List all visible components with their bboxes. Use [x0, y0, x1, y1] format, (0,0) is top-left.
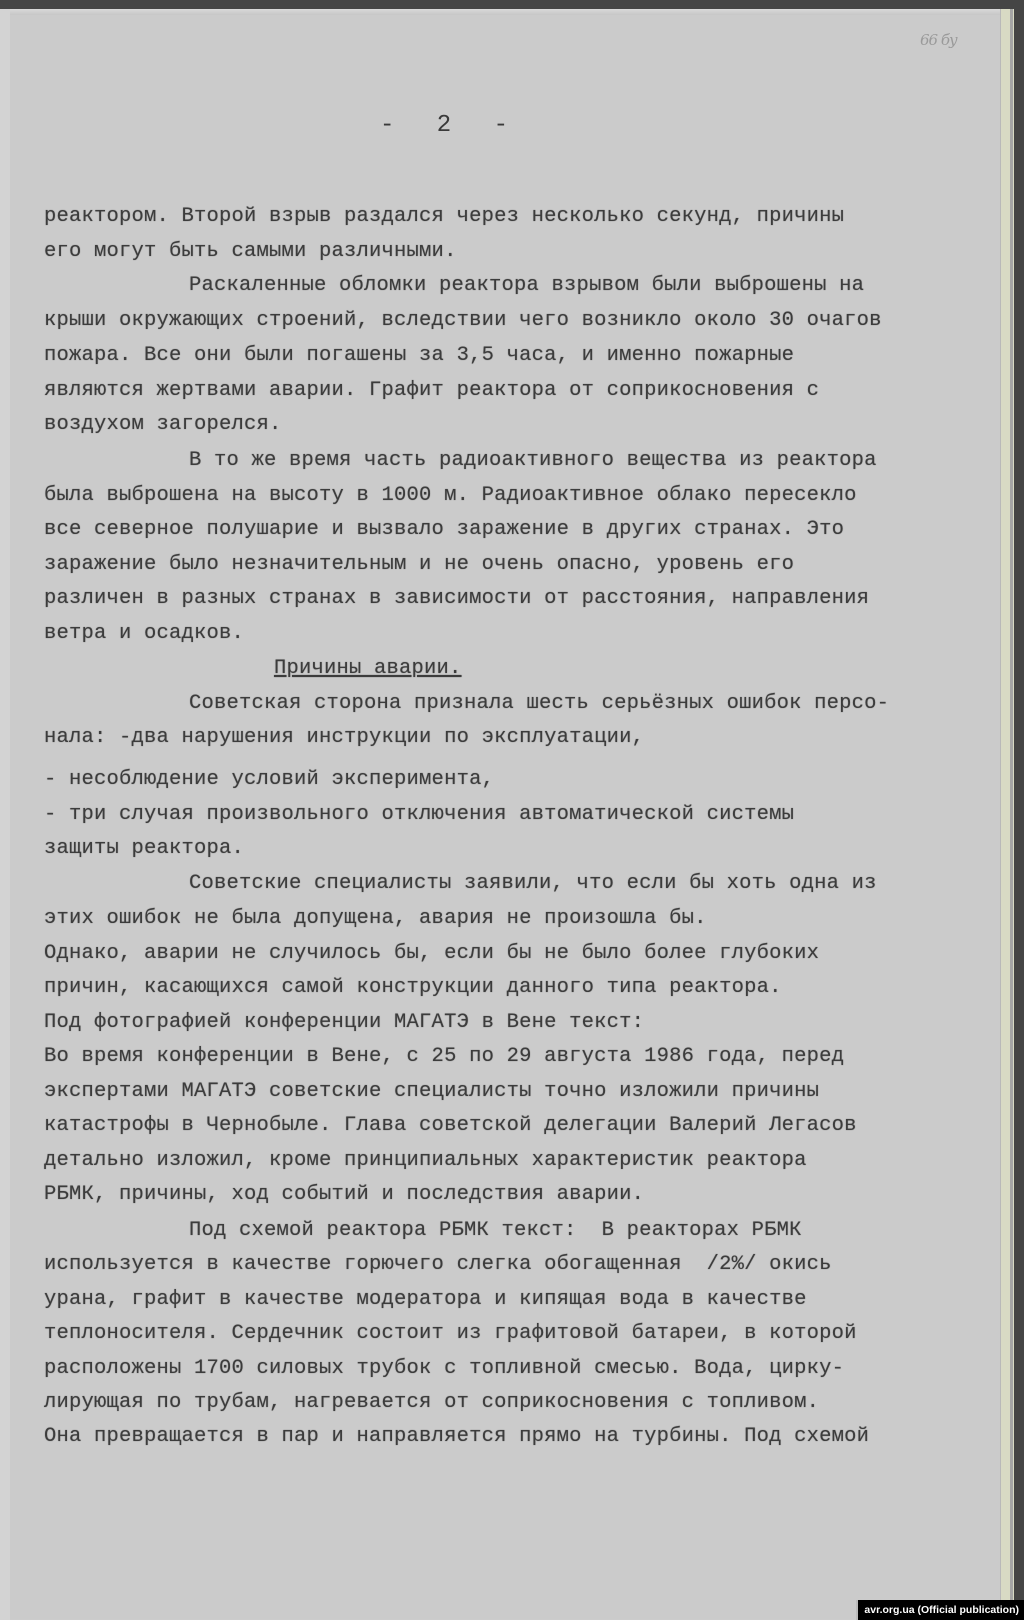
- source-watermark: avr.org.ua (Official publication): [856, 1600, 1024, 1620]
- handwritten-note: 66 бу: [920, 31, 957, 49]
- text-line: крыши окружающих строений, вследствии чего возникло около 30 очагов: [44, 309, 882, 332]
- text-line: защиты реактора.: [44, 837, 245, 860]
- text-line: Советские специалисты заявили, что если бы хоть одна из: [189, 872, 877, 895]
- text-line: ветра и осадков.: [44, 622, 245, 645]
- text-line: воздухом загорелся.: [44, 413, 282, 436]
- text-line: Во время конференции в Вене, с 25 по 29 августа 1986 года, перед: [44, 1045, 845, 1068]
- page-margin-shadow: [1010, 9, 1013, 1620]
- text-line: различен в разных странах в зависимости от расстояния, направления: [44, 587, 870, 610]
- text-line: детально изложил, кроме принципиальных характеристик реактора: [44, 1149, 807, 1172]
- text-line: являются жертвами аварии. Графит реактора от соприкосновения с: [44, 379, 820, 402]
- text-line: реактором. Второй взрыв раздался через несколько секунд, причины: [44, 205, 845, 228]
- text-line: Под схемой реактора РБМК текст: В реакторах РБМК: [189, 1219, 802, 1242]
- text-line: экспертами МАГАТЭ советские специалисты точно изложили причины: [44, 1080, 820, 1103]
- page-top-edge: [0, 9, 1013, 15]
- page-number: - 2 -: [380, 112, 523, 139]
- text-line: - три случая произвольного отключения автоматической системы: [44, 803, 795, 826]
- text-line: этих ошибок не была допущена, авария не произошла бы.: [44, 907, 707, 930]
- text-line: РБМК, причины, ход событий и последствия аварии.: [44, 1183, 645, 1206]
- text-line: используется в качестве горючего слегка обогащенная /2%/ окись: [44, 1253, 832, 1276]
- text-line: катастрофы в Чернобыле. Глава советской делегации Валерий Легасов: [44, 1114, 857, 1137]
- section-heading: Причины аварии.: [274, 657, 462, 680]
- text-line: Под фотографией конференции МАГАТЭ в Вене текст:: [44, 1011, 645, 1034]
- text-line: Советская сторона признала шесть серьёзных ошибок персо-: [189, 692, 890, 715]
- text-line: причин, касающихся самой конструкции данного типа реактора.: [44, 976, 782, 999]
- text-line: пожара. Все они были погашены за 3,5 часа, и именно пожарные: [44, 344, 795, 367]
- text-line: все северное полушарие и вызвало заражение в других странах. Это: [44, 518, 845, 541]
- page-left-edge: [0, 9, 10, 1620]
- text-line: теплоносителя. Сердечник состоит из графитовой батареи, в которой: [44, 1322, 857, 1345]
- document-page: [0, 9, 1013, 1620]
- text-line: лирующая по трубам, нагревается от соприкосновения с топливом.: [44, 1391, 820, 1414]
- text-line: заражение было незначительным и не очень опасно, уровень его: [44, 553, 795, 576]
- text-line: урана, графит в качестве модератора и кипящая вода в качестве: [44, 1288, 807, 1311]
- text-line: нала: -два нарушения инструкции по эксплуатации,: [44, 726, 645, 749]
- text-line: его могут быть самыми различными.: [44, 240, 457, 263]
- text-line: Она превращается в пар и направляется прямо на турбины. Под схемой: [44, 1425, 870, 1448]
- text-line: В то же время часть радиоактивного вещества из реактора: [189, 449, 877, 472]
- text-line: расположены 1700 силовых трубок с топливной смесью. Вода, цирку-: [44, 1357, 845, 1380]
- text-line: была выброшена на высоту в 1000 м. Радиоактивное облако пересекло: [44, 484, 857, 507]
- text-line: Раскаленные обломки реактора взрывом были выброшены на: [189, 274, 865, 297]
- text-line: Однако, аварии не случилось бы, если бы не было более глубоких: [44, 942, 820, 965]
- text-line: - несоблюдение условий эксперимента,: [44, 768, 495, 791]
